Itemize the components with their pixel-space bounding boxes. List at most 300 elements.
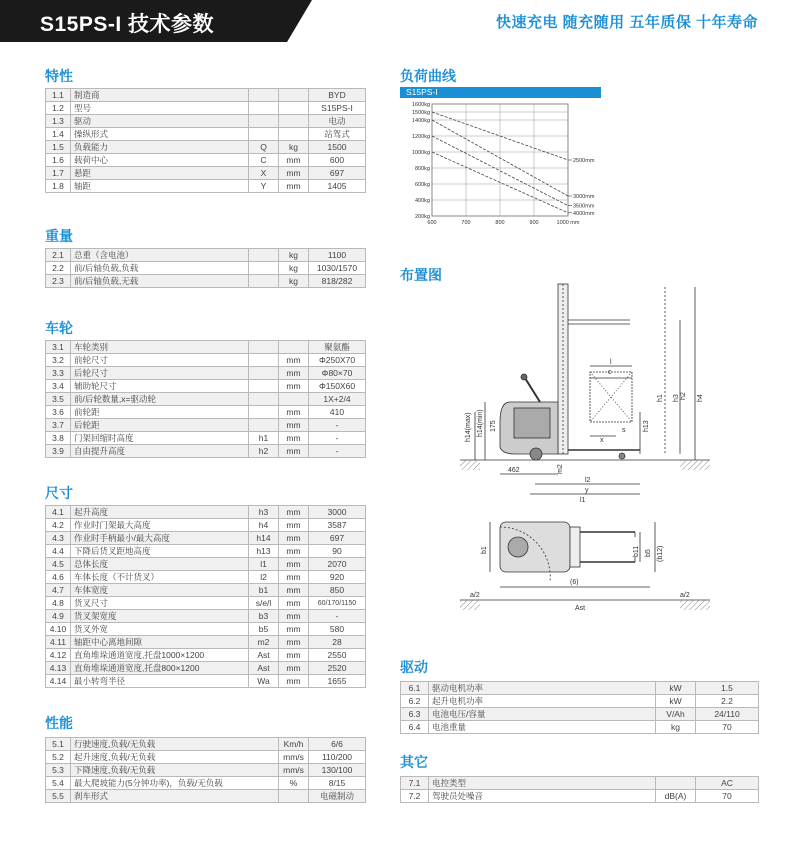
cell-val: 850 [309,584,366,597]
section-title-performance: 性能 [45,715,73,731]
cell-no: 5.2 [46,751,71,764]
cell-no: 6.4 [401,721,429,734]
cell-no: 3.8 [46,432,71,445]
cell-unit: mm [279,636,309,649]
cell-no: 4.1 [46,506,71,519]
cell-no: 1.3 [46,115,71,128]
cell-unit: mm [279,367,309,380]
chart-y-tick-label: 1400kg [411,118,430,124]
cell-val: 920 [309,571,366,584]
cell-name: 电池电压/容量 [429,708,656,721]
cell-no: 6.2 [401,695,429,708]
cell-sym [249,89,279,102]
cell-sym: b1 [249,584,279,597]
cell-sym [249,249,279,262]
cell-name: 载荷中心 [71,154,249,167]
cell-sym: b3 [249,610,279,623]
cell-no: 5.5 [46,790,71,803]
label-h14max: h14(max) [465,412,472,442]
cell-name: 货叉外宽 [71,623,249,636]
cell-no: 3.9 [46,445,71,458]
cell-val: 1405 [309,180,366,193]
cell-unit: mm [279,571,309,584]
cell-val: S15PS-I [309,102,366,115]
cell-no: 7.1 [401,777,429,790]
cell-unit: mm [279,432,309,445]
cell-name: 下降后货叉距地高度 [71,545,249,558]
cell-unit: Km/h [279,738,309,751]
cell-val: 3000 [309,506,366,519]
cell-name: 总体长度 [71,558,249,571]
chart-y-tick-label: 1500kg [411,110,430,116]
cell-sym: m2 [249,636,279,649]
cell-val: 1500 [309,141,366,154]
chart-x-tick-label: 900 [529,220,539,226]
cell-name: 电控类型 [429,777,656,790]
cell-sym [249,354,279,367]
chart-y-ticks [412,102,430,220]
cell-unit: mm [279,419,309,432]
cell-unit: dB(A) [656,790,696,803]
label-h2: h2 [680,392,687,400]
cell-unit: mm [279,506,309,519]
cell-sym [249,380,279,393]
cell-sym: l2 [249,571,279,584]
cell-sym [249,419,279,432]
cell-sym [249,341,279,354]
cell-val: AC [696,777,759,790]
cell-val: - [309,432,366,445]
features-table [45,88,366,193]
label-h13: h13 [643,420,650,432]
cell-unit: mm [279,675,309,688]
cell-sym: C [249,154,279,167]
table-row [46,341,366,354]
cell-name: 辅助轮尺寸 [71,380,249,393]
table-row [401,695,759,708]
cell-val: 70 [696,790,759,803]
drive-table [400,681,759,734]
cell-name: 作业时手柄最小/最大高度 [71,532,249,545]
table-row [46,558,366,571]
cell-unit: mm [279,354,309,367]
chart-y-tick-label: 1000kg [411,150,430,156]
cell-no: 3.3 [46,367,71,380]
section-title-features: 特性 [45,68,73,84]
cell-sym [249,115,279,128]
table-row [46,532,366,545]
label-h1: h1 [657,394,664,402]
table-row [46,571,366,584]
cell-unit: mm/s [279,764,309,777]
cell-name: 门架回缩时高度 [71,432,249,445]
cell-val: 110/200 [309,751,366,764]
table-row [46,764,366,777]
cell-val: 电动 [309,115,366,128]
table-row [401,790,759,803]
cell-val: 2520 [309,662,366,675]
cell-sym: X [249,167,279,180]
cell-unit [279,89,309,102]
cell-name: 前/后轴负载,无载 [71,275,249,288]
table-row [46,367,366,380]
table-row [46,545,366,558]
label-ast: Ast [575,605,586,612]
cell-name: 车轮类别 [71,341,249,354]
table-row [46,777,366,790]
cell-no: 5.4 [46,777,71,790]
cell-unit: kg [279,262,309,275]
cell-name: 电池重量 [429,721,656,734]
cell-unit: mm [279,597,309,610]
cell-sym: Y [249,180,279,193]
cell-no: 1.7 [46,167,71,180]
label-b5: b5 [645,549,652,557]
table-row [46,738,366,751]
table-row [46,790,366,803]
cell-name: 货叉尺寸 [71,597,249,610]
cell-sym: b5 [249,623,279,636]
top-view-drawing [460,522,710,610]
cell-name: 直角堆垛通道宽度,托盘1000×1200 [71,649,249,662]
cell-no: 1.1 [46,89,71,102]
dimensions-table [45,505,366,688]
cell-name: 行驶速度,负载/无负载 [71,738,279,751]
cell-unit: V/Ah [656,708,696,721]
cell-val: 电磁制动 [309,790,366,803]
chart-y-tick-label: 200kg [415,214,430,220]
cell-unit: kW [656,682,696,695]
cell-val: 70 [696,721,759,734]
cell-name: 轴距中心离地间隙 [71,636,249,649]
cell-name: 起升电机功率 [429,695,656,708]
cell-val: 697 [309,532,366,545]
cell-val: 697 [309,167,366,180]
label-c: c [608,369,612,376]
cell-no: 1.6 [46,154,71,167]
table-row [46,432,366,445]
cell-unit: mm [279,167,309,180]
cell-unit: kg [279,141,309,154]
section-title-layout: 布置图 [400,267,442,283]
cell-no: 4.5 [46,558,71,571]
table-row [46,354,366,367]
table-row [46,180,366,193]
table-row [46,751,366,764]
cell-name: 制造商 [71,89,249,102]
cell-sym: h1 [249,432,279,445]
cell-unit: mm [279,545,309,558]
cell-val: 2070 [309,558,366,571]
cell-val: 2.2 [696,695,759,708]
chart-y-tick-label: 400kg [415,198,430,204]
header-slogan: 快速充电 随充随用 五年质保 十年寿命 [495,14,758,31]
cell-unit: mm [279,558,309,571]
table-row [46,154,366,167]
cell-no: 3.7 [46,419,71,432]
cell-name: 直角堆垛通道宽度,托盘800×1200 [71,662,249,675]
page-title: S15PS-I 技术参数 [40,13,215,36]
label-h14min: h14(min) [477,409,484,437]
table-row [46,262,366,275]
cell-name: 前/后轮数量,x=驱动轮 [71,393,249,406]
cell-unit [656,777,696,790]
cell-val: 1100 [309,249,366,262]
table-row [46,275,366,288]
table-row [46,89,366,102]
wheels-table [45,340,366,458]
cell-unit: mm [279,584,309,597]
cell-unit: % [279,777,309,790]
cell-no: 2.1 [46,249,71,262]
cell-sym: s/e/l [249,597,279,610]
chart-series-label: 3000mm [573,194,595,200]
label-l1: l1 [580,497,586,504]
chart-y-tick-label: 1600kg [411,102,430,108]
section-title-other: 其它 [400,754,428,770]
cell-unit: kW [656,695,696,708]
table-row [401,682,759,695]
cell-no: 1.8 [46,180,71,193]
table-row [46,506,366,519]
cell-name: 悬距 [71,167,249,180]
cell-val: 8/15 [309,777,366,790]
cell-no: 4.3 [46,532,71,545]
cell-val: 站驾式 [309,128,366,141]
cell-unit [279,128,309,141]
label-l: l [610,359,612,366]
cell-unit: mm [279,532,309,545]
cell-val: - [309,445,366,458]
chart-x-tick-label: 800 [495,220,505,226]
cell-name: 下降速度,负载/无负载 [71,764,279,777]
label-x: x [600,437,604,444]
cell-no: 4.13 [46,662,71,675]
cell-name: 货叉架宽度 [71,610,249,623]
cell-no: 4.4 [46,545,71,558]
cell-no: 1.2 [46,102,71,115]
chart-y-tick-label: 600kg [415,182,430,188]
cell-name: 驱动电机功率 [429,682,656,695]
cell-sym [249,275,279,288]
cell-sym: h2 [249,445,279,458]
chart-x-tick-label: 1000 mm [556,220,580,226]
cell-unit: mm/s [279,751,309,764]
cell-val: 130/100 [309,764,366,777]
cell-name: 最大爬坡能力(5分钟功率)，负载/无负载 [71,777,279,790]
table-row [46,623,366,636]
cell-val: 580 [309,623,366,636]
cell-unit [279,115,309,128]
cell-no: 3.1 [46,341,71,354]
cell-no: 4.14 [46,675,71,688]
cell-unit: mm [279,623,309,636]
cell-val: 聚氨酯 [309,341,366,354]
cell-name: 操纵形式 [71,128,249,141]
cell-name: 车体宽度 [71,584,249,597]
cell-unit: kg [656,721,696,734]
chart-y-tick-label: 1200kg [411,134,430,140]
cell-unit: mm [279,519,309,532]
cell-no: 6.3 [401,708,429,721]
table-row [46,445,366,458]
chart-title-bar [400,87,601,98]
cell-unit [279,393,309,406]
cell-sym: l1 [249,558,279,571]
cell-no: 3.4 [46,380,71,393]
cell-unit: mm [279,662,309,675]
chart-series-label: 2500mm [573,158,595,164]
cell-sym [249,367,279,380]
cell-val: 1030/1570 [309,262,366,275]
chart-x-ticks [427,220,579,226]
cell-no: 3.2 [46,354,71,367]
cell-val: 410 [309,406,366,419]
table-row [46,610,366,623]
section-title-drive: 驱动 [400,659,428,675]
table-row [46,675,366,688]
cell-name: 前轮距 [71,406,249,419]
cell-unit [279,102,309,115]
section-title-dimensions: 尺寸 [45,485,73,501]
cell-name: 起升速度,负载/无负载 [71,751,279,764]
label-b11: b11 [633,545,640,557]
cell-val: - [309,610,366,623]
table-row [46,141,366,154]
cell-name: 作业时门架最大高度 [71,519,249,532]
cell-sym: h13 [249,545,279,558]
cell-sym: Ast [249,649,279,662]
cell-unit: kg [279,249,309,262]
cell-sym [249,262,279,275]
cell-no: 1.5 [46,141,71,154]
cell-name: 起升高度 [71,506,249,519]
cell-unit: mm [279,445,309,458]
cell-val: 24/110 [696,708,759,721]
cell-sym: h3 [249,506,279,519]
cell-val: Φ250X70 [309,354,366,367]
load-curve-chart [398,98,603,233]
table-row [46,419,366,432]
cell-no: 5.1 [46,738,71,751]
cell-val: - [309,419,366,432]
cell-name: 刹车形式 [71,790,279,803]
cell-val: 1655 [309,675,366,688]
cell-sym [249,128,279,141]
table-row [46,380,366,393]
cell-val: 6/6 [309,738,366,751]
label-a2-right: a/2 [680,592,690,599]
label-y: y [585,487,589,494]
cell-val: 1.5 [696,682,759,695]
cell-name: 最小转弯半径 [71,675,249,688]
cell-no: 2.2 [46,262,71,275]
cell-name: 前轮尺寸 [71,354,249,367]
cell-name: 型号 [71,102,249,115]
cell-no: 1.4 [46,128,71,141]
cell-val: 28 [309,636,366,649]
cell-unit [279,341,309,354]
table-row [46,128,366,141]
cell-name: 车体长度（不计货叉） [71,571,249,584]
cell-name: 后轮距 [71,419,249,432]
performance-table [45,737,366,803]
cell-name: 驾驶员处噪音 [429,790,656,803]
cell-unit: mm [279,406,309,419]
page-header [0,0,800,42]
cell-no: 6.1 [401,682,429,695]
label-h3: h3 [673,394,680,402]
cell-name: 负载能力 [71,141,249,154]
layout-diagram [440,282,770,612]
table-row [401,708,759,721]
chart-title: S15PS-I [406,87,438,97]
cell-val: 818/282 [309,275,366,288]
table-row [401,721,759,734]
cell-name: 前/后轴负载,负载 [71,262,249,275]
label-a2-left: a/2 [470,592,480,599]
table-row [401,777,759,790]
cell-val: 2550 [309,649,366,662]
label-b12: (b12) [657,545,664,562]
cell-sym: Q [249,141,279,154]
cell-no: 4.10 [46,623,71,636]
table-row [46,597,366,610]
table-row [46,115,366,128]
cell-sym: Wa [249,675,279,688]
chart-grid [432,104,568,216]
cell-sym [249,393,279,406]
cell-val: BYD [309,89,366,102]
cell-val: 600 [309,154,366,167]
side-view-drawing [460,284,710,494]
cell-no: 4.11 [46,636,71,649]
section-title-wheels: 车轮 [45,320,73,336]
label-b1: b1 [481,546,488,554]
label-l2: l2 [585,477,591,484]
cell-no: 4.12 [46,649,71,662]
other-table [400,776,759,803]
cell-no: 7.2 [401,790,429,803]
cell-unit: mm [279,610,309,623]
section-title-load-curve: 负荷曲线 [400,68,456,84]
table-row [46,406,366,419]
table-row [46,167,366,180]
chart-series-label: 3500mm [573,203,595,210]
table-row [46,662,366,675]
chart-y-tick-label: 800kg [415,166,430,172]
table-row [46,584,366,597]
cell-name: 自由提升高度 [71,445,249,458]
label-m2: m2 [557,464,564,474]
cell-unit: mm [279,380,309,393]
label-175: 175 [490,420,497,432]
cell-val: Φ150X60 [309,380,366,393]
table-row [46,393,366,406]
cell-sym: Ast [249,662,279,675]
cell-no: 3.5 [46,393,71,406]
table-row [46,519,366,532]
cell-name: 总重（含电池） [71,249,249,262]
cell-val: 60/170/1150 [309,597,366,610]
cell-unit [279,790,309,803]
cell-name: 轴距 [71,180,249,193]
label-6: (6) [570,579,579,586]
cell-sym [249,406,279,419]
table-row [46,249,366,262]
cell-no: 4.8 [46,597,71,610]
chart-series-labels [568,158,595,217]
